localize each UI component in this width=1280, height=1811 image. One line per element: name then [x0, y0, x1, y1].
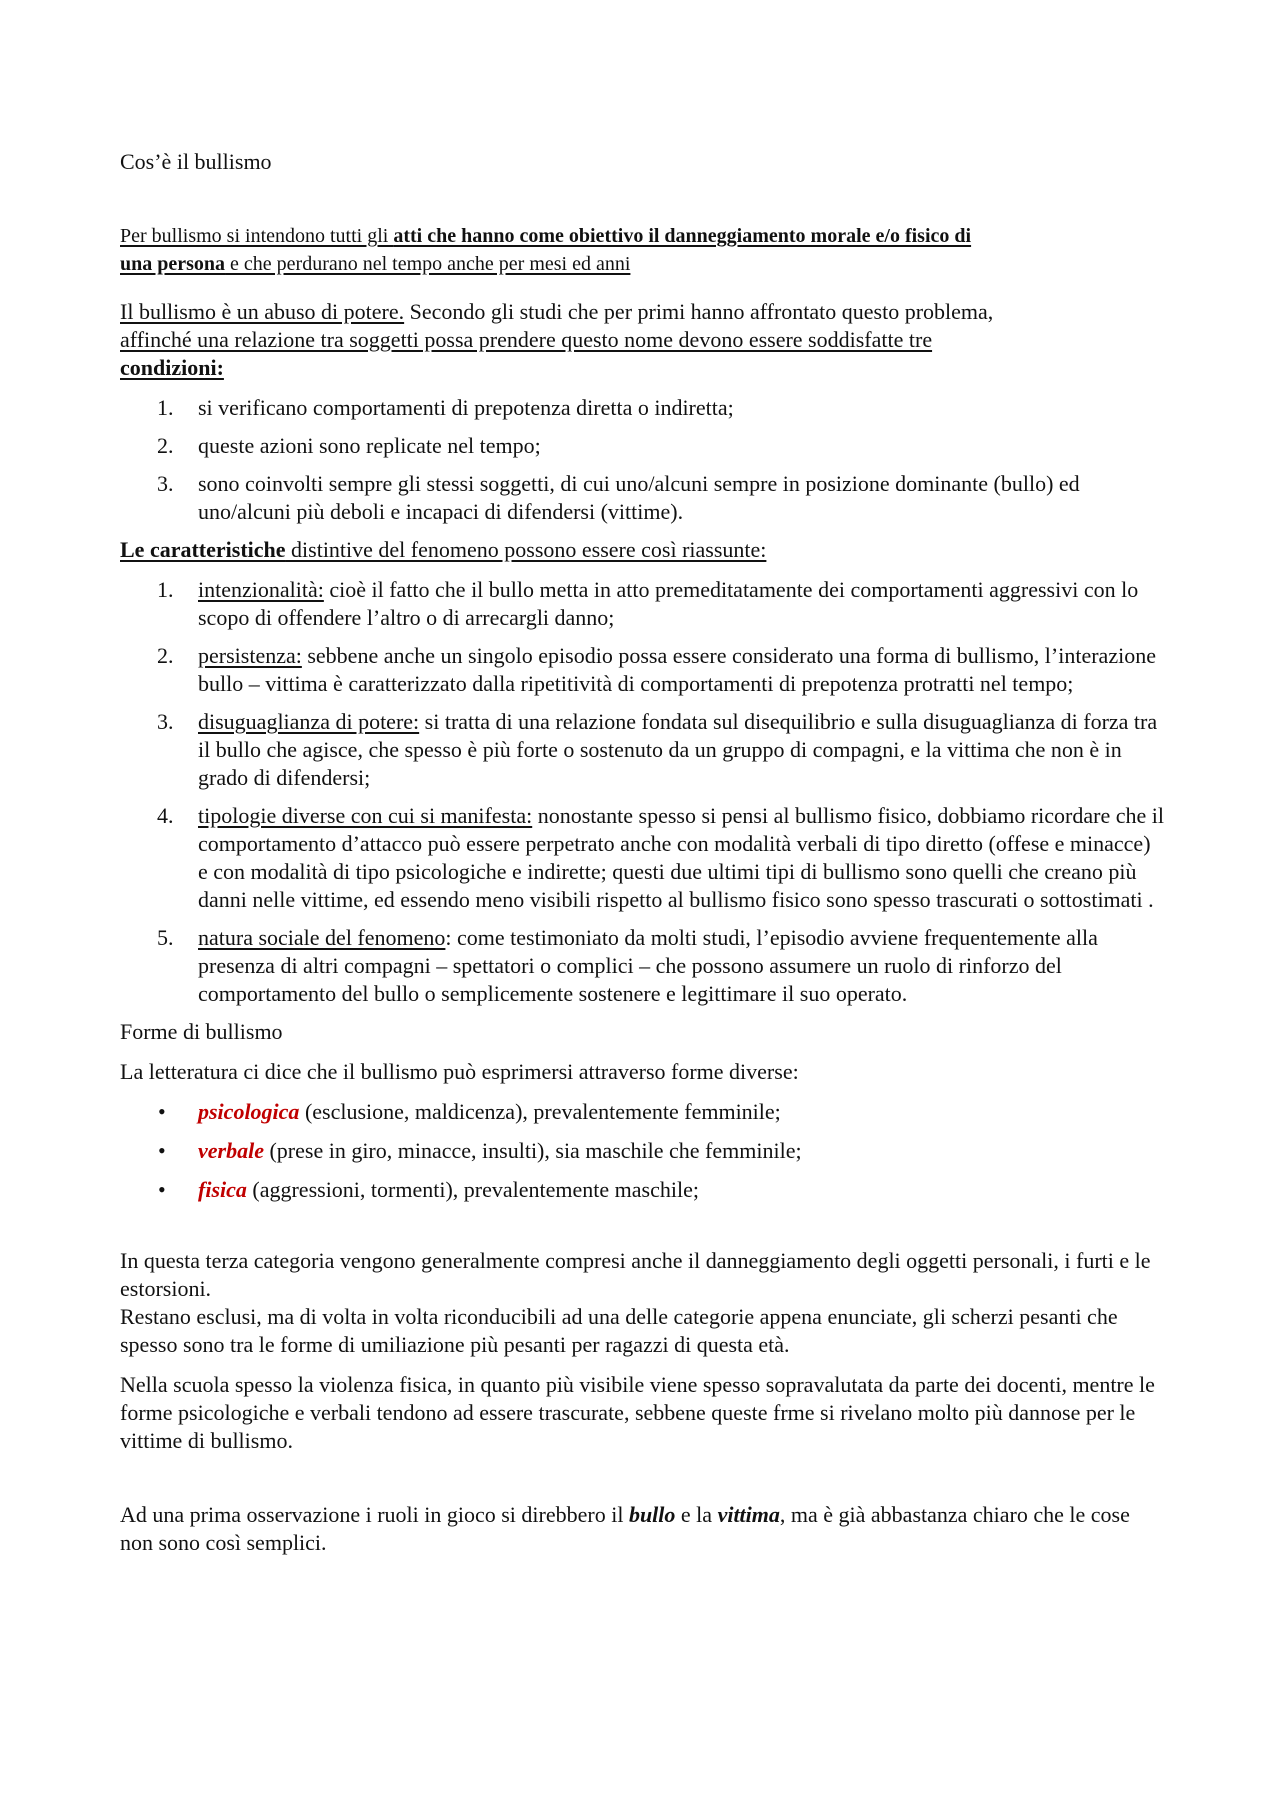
abuse-line-2: affinché una relazione tra soggetti possa prendere questo nome devono essere soddisfatte tre — [120, 327, 933, 352]
characteristics-text: distintive del fenomeno possono essere così riassunte: — [285, 537, 767, 562]
roles-post: , ma è già abbastanza chiaro che le cose non sono così semplici. — [120, 1502, 1130, 1555]
list-item — [120, 708, 1165, 792]
document-title: Cos’è il bullismo — [120, 149, 272, 174]
list-term: natura sociale del fenomeno — [198, 925, 446, 950]
list-number: 4. — [157, 803, 174, 828]
paragraph-jokes: Restano esclusi, ma di volta in volta riconducibili ad una delle categorie appena enunciate, gli scherzi pesanti che spesso sono tra le forme di umiliazione più pesanti per ragazzi di questa età. — [120, 1304, 1118, 1357]
characteristics-heading — [120, 536, 1165, 564]
list-item — [120, 470, 1165, 526]
forms-heading: Forme di bullismo — [120, 1019, 283, 1044]
list-text: : come testimoniato da molti studi, l’episodio avviene frequentemente alla presenza di altri compagni – spettatori o complici – che possono assumere un ruolo di rinforzo del comportamento del bullo o semplicemente sostenere e legittimare il suo operato. — [198, 925, 1098, 1006]
paragraph-theft: In questa terza categoria vengono generalmente compresi anche il danneggiamento degli oggetti personali, i furti e le estorsioni. — [120, 1248, 1151, 1301]
list-number: 5. — [157, 925, 174, 950]
list-item — [120, 924, 1165, 1008]
intro-paragraph — [120, 222, 1165, 278]
form-term: fisica — [198, 1177, 247, 1202]
list-item — [120, 1137, 1165, 1165]
list-text: nonostante spesso si pensi al bullismo fisico, dobbiamo ricordare che il comportamento d’attacco può essere perpetrato anche con modalità verbali di tipo diretto (offese e minacce) e con modalità di tipo psicologiche e indirette; questi due ultimi tipi di bullismo sono quelli che creano più danni nelle vittime, ed essendo meno visibili rispetto al bullismo fisico sono spesso trascurati o sottostimati . — [198, 803, 1164, 912]
characteristics-bold: Le caratteristiche — [120, 537, 286, 562]
paragraph-roles — [120, 1501, 1165, 1557]
form-text: (prese in giro, minacce, insulti), sia maschile che femminile; — [263, 1138, 802, 1163]
roles-mid: e la — [675, 1502, 718, 1527]
form-term: verbale — [198, 1138, 264, 1163]
list-term: intenzionalità: — [198, 577, 324, 602]
roles-bullo: bullo — [628, 1502, 676, 1527]
intro-bold-2: una persona — [120, 253, 226, 275]
list-text: queste azioni sono replicate nel tempo; — [198, 433, 541, 458]
list-text: sono coinvolti sempre gli stessi soggetti, di cui uno/alcuni sempre in posizione dominante (bullo) ed uno/alcuni più deboli e incapaci di difendersi (vittime). — [198, 471, 1080, 524]
conditions-list — [120, 394, 1165, 526]
list-number: 2. — [157, 433, 174, 458]
intro-pre: Per bullismo si intendono tutti gli — [120, 225, 394, 247]
list-text: sebbene anche un singolo episodio possa essere considerato una forma di bullismo, l’interazione bullo – vittima è caratterizzato dalla ripetitività di comportamenti di prepotenza protratti nel tempo; — [198, 643, 1156, 696]
list-text: cioè il fatto che il bullo metta in atto premeditatamente dei comportamenti aggressivi con lo scopo di offendere l’altro o di arrecargli danno; — [198, 577, 1139, 630]
list-number: 3. — [157, 471, 174, 496]
intro-bold-1: atti che hanno come obiettivo il danneggiamento morale e/o fisico di — [393, 225, 972, 247]
abuse-paragraph — [120, 298, 1165, 382]
list-term: tipologie diverse con cui si manifesta: — [198, 803, 533, 828]
list-number: 2. — [157, 643, 174, 668]
intro-post: e che perdurano nel tempo anche per mesi ed anni — [225, 253, 631, 275]
form-term: psicologica — [198, 1099, 300, 1124]
list-term: persistenza: — [198, 643, 302, 668]
paragraph-school: Nella scuola spesso la violenza fisica, in quanto più visibile viene spesso sopravalutata da parte dei docenti, mentre le forme psicologiche e verbali tendono ad essere trascurate, sebbene queste frme si rivelano molto più dannose per le vittime di bullismo. — [120, 1372, 1155, 1453]
abuse-bold: condizioni: — [120, 355, 224, 380]
list-text: si tratta di una relazione fondata sul disequilibrio e sulla disuguaglianza di forza tra il bullo che agisce, che spesso è più forte o sostenuto da un gruppo di compagni, e la vittima che non è in grado di difendersi; — [198, 709, 1158, 790]
form-text: (esclusione, maldicenza), prevalentemente femminile; — [299, 1099, 781, 1124]
list-item — [120, 1176, 1165, 1204]
list-number: 1. — [157, 577, 174, 602]
bullet-icon: • — [158, 1177, 166, 1202]
list-item — [120, 802, 1165, 914]
abuse-lead: Il bullismo è un abuso di potere. — [120, 299, 405, 324]
list-item — [120, 432, 1165, 460]
characteristics-list — [120, 576, 1165, 1008]
list-item — [120, 642, 1165, 698]
list-text: si verificano comportamenti di prepotenza diretta o indiretta; — [198, 395, 734, 420]
forms-list — [120, 1098, 1165, 1204]
list-term: disuguaglianza di potere: — [198, 709, 420, 734]
list-number: 3. — [157, 709, 174, 734]
form-text: (aggressioni, tormenti), prevalentemente maschile; — [246, 1177, 699, 1202]
document-body — [120, 148, 1165, 1557]
list-number: 1. — [157, 395, 174, 420]
bullet-icon: • — [158, 1138, 166, 1163]
list-item — [120, 1098, 1165, 1126]
list-item — [120, 576, 1165, 632]
abuse-text: Secondo gli studi che per primi hanno affrontato questo problema, — [404, 299, 994, 324]
list-item — [120, 394, 1165, 422]
roles-vittima: vittima — [717, 1502, 780, 1527]
bullet-icon: • — [158, 1099, 166, 1124]
roles-pre: Ad una prima osservazione i ruoli in gioco si direbbero il — [120, 1502, 629, 1527]
forms-intro: La letteratura ci dice che il bullismo può esprimersi attraverso forme diverse: — [120, 1059, 799, 1084]
